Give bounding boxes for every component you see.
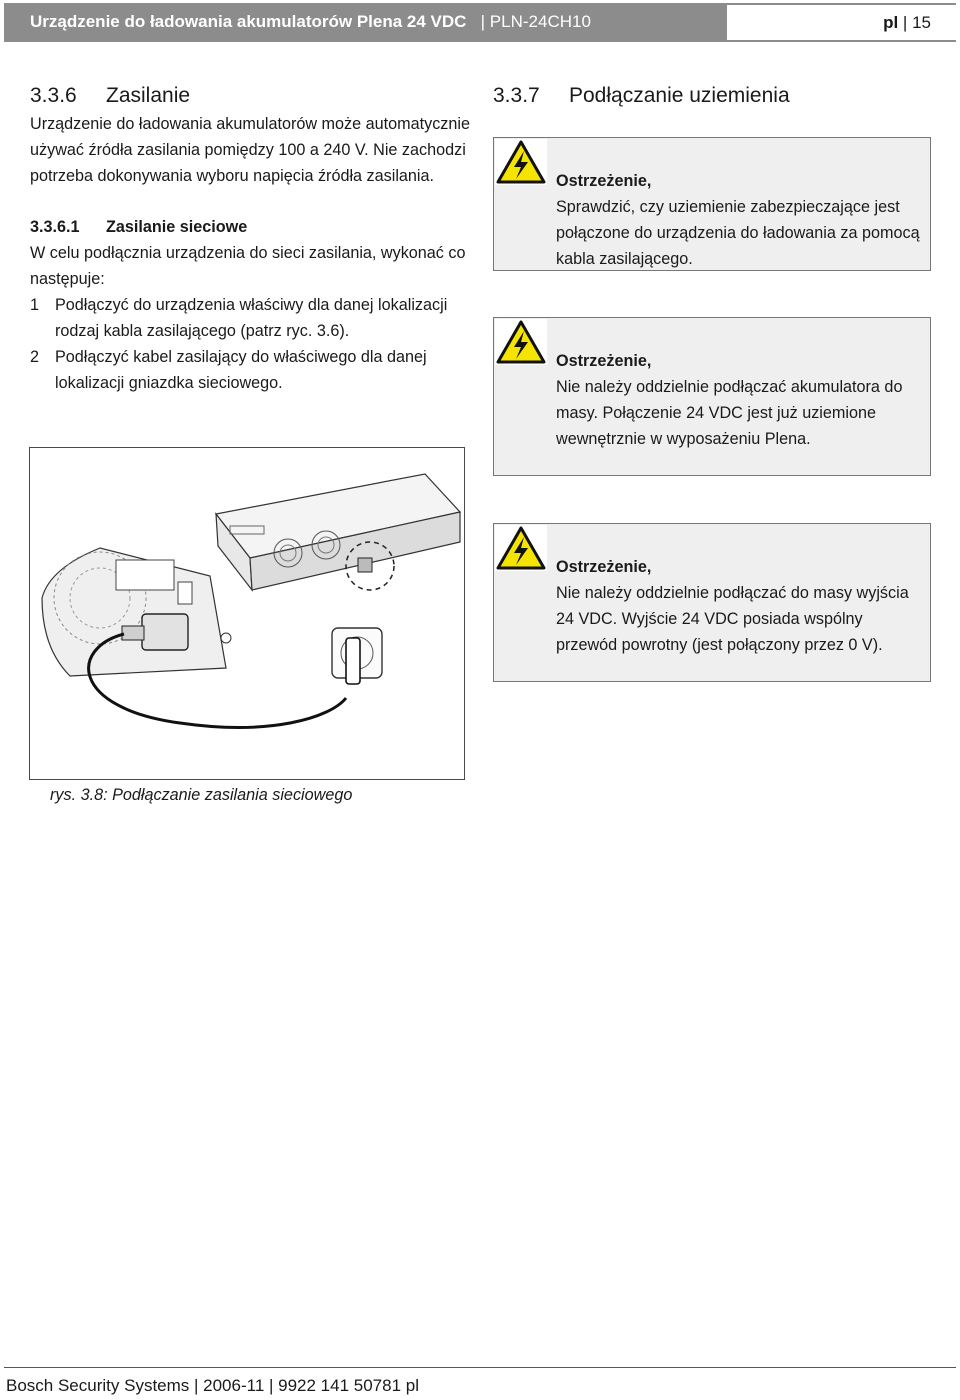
list-item: 1 Podłączyć do urządzenia właściwy dla danej lokalizacji rodzaj kabla zasilającego (patrz ryc. 3.6).: [30, 296, 448, 340]
figure-mains-connection: [29, 447, 465, 780]
warning-box: [493, 137, 931, 271]
warning-box: [493, 317, 931, 476]
figure-caption: rys. 3.8: Podłączanie zasilania sieciowego: [50, 786, 353, 804]
page-header: [4, 3, 956, 42]
section-heading: 3.3.6 Zasilanie: [30, 84, 191, 107]
subsection-intro: W celu podłącznia urządzenia do sieci zasilania, wykonać co następuje:: [30, 244, 466, 288]
section-heading: 3.3.7 Podłączanie uziemienia: [493, 84, 790, 107]
model-number: PLN-24CH10: [489, 12, 591, 31]
section-intro: Urządzenie do ładowania akumulatorów może automatycznie używać źródła zasilania pomiędzy 100 a 240 V. Nie zachodzi potrzeba dokonywania wyboru napięcia źródła zasilania.: [30, 115, 470, 185]
subsection-heading: 3.3.6.1 Zasilanie sieciowe: [30, 218, 248, 236]
warning-text: Ostrzeżenie, Nie należy oddzielnie podłączać do masy wyjścia 24 VDC. Wyjście 24 VDC posiada wspólny przewód powrotny (jest połączony przez 0 V).: [556, 558, 909, 654]
document-title: Urządzenie do ładowania akumulatorów Plena 24 VDC | PLN-24CH10: [30, 12, 591, 31]
right-column: [493, 84, 933, 111]
warning-high-voltage-icon: [495, 139, 547, 185]
page-footer: Bosch Security Systems | 2006-11 | 9922 141 50781 pl: [6, 1376, 419, 1395]
warning-high-voltage-icon: [495, 525, 547, 571]
left-column: [30, 84, 470, 396]
warning-box: [493, 523, 931, 682]
warning-text: Ostrzeżenie, Nie należy oddzielnie podłączać akumulatora do masy. Połączenie 24 VDC jest już uziemione wewnętrznie w wyposażeniu Plena.: [556, 352, 903, 448]
footer-divider: [4, 1367, 956, 1368]
list-item: 2 Podłączyć kabel zasilający do właściwego dla danej lokalizacji gniazdka sieciowego.: [30, 348, 427, 392]
warning-high-voltage-icon: [495, 319, 547, 365]
mains-connection-illustration: [30, 448, 466, 781]
warning-text: Ostrzeżenie, Sprawdzić, czy uziemienie zabezpieczające jest połączone do urządzenia do ładowania za pomocą kabla zasilającego.: [556, 172, 920, 268]
page-number: pl | 15: [726, 5, 956, 40]
step-list: [30, 292, 470, 396]
